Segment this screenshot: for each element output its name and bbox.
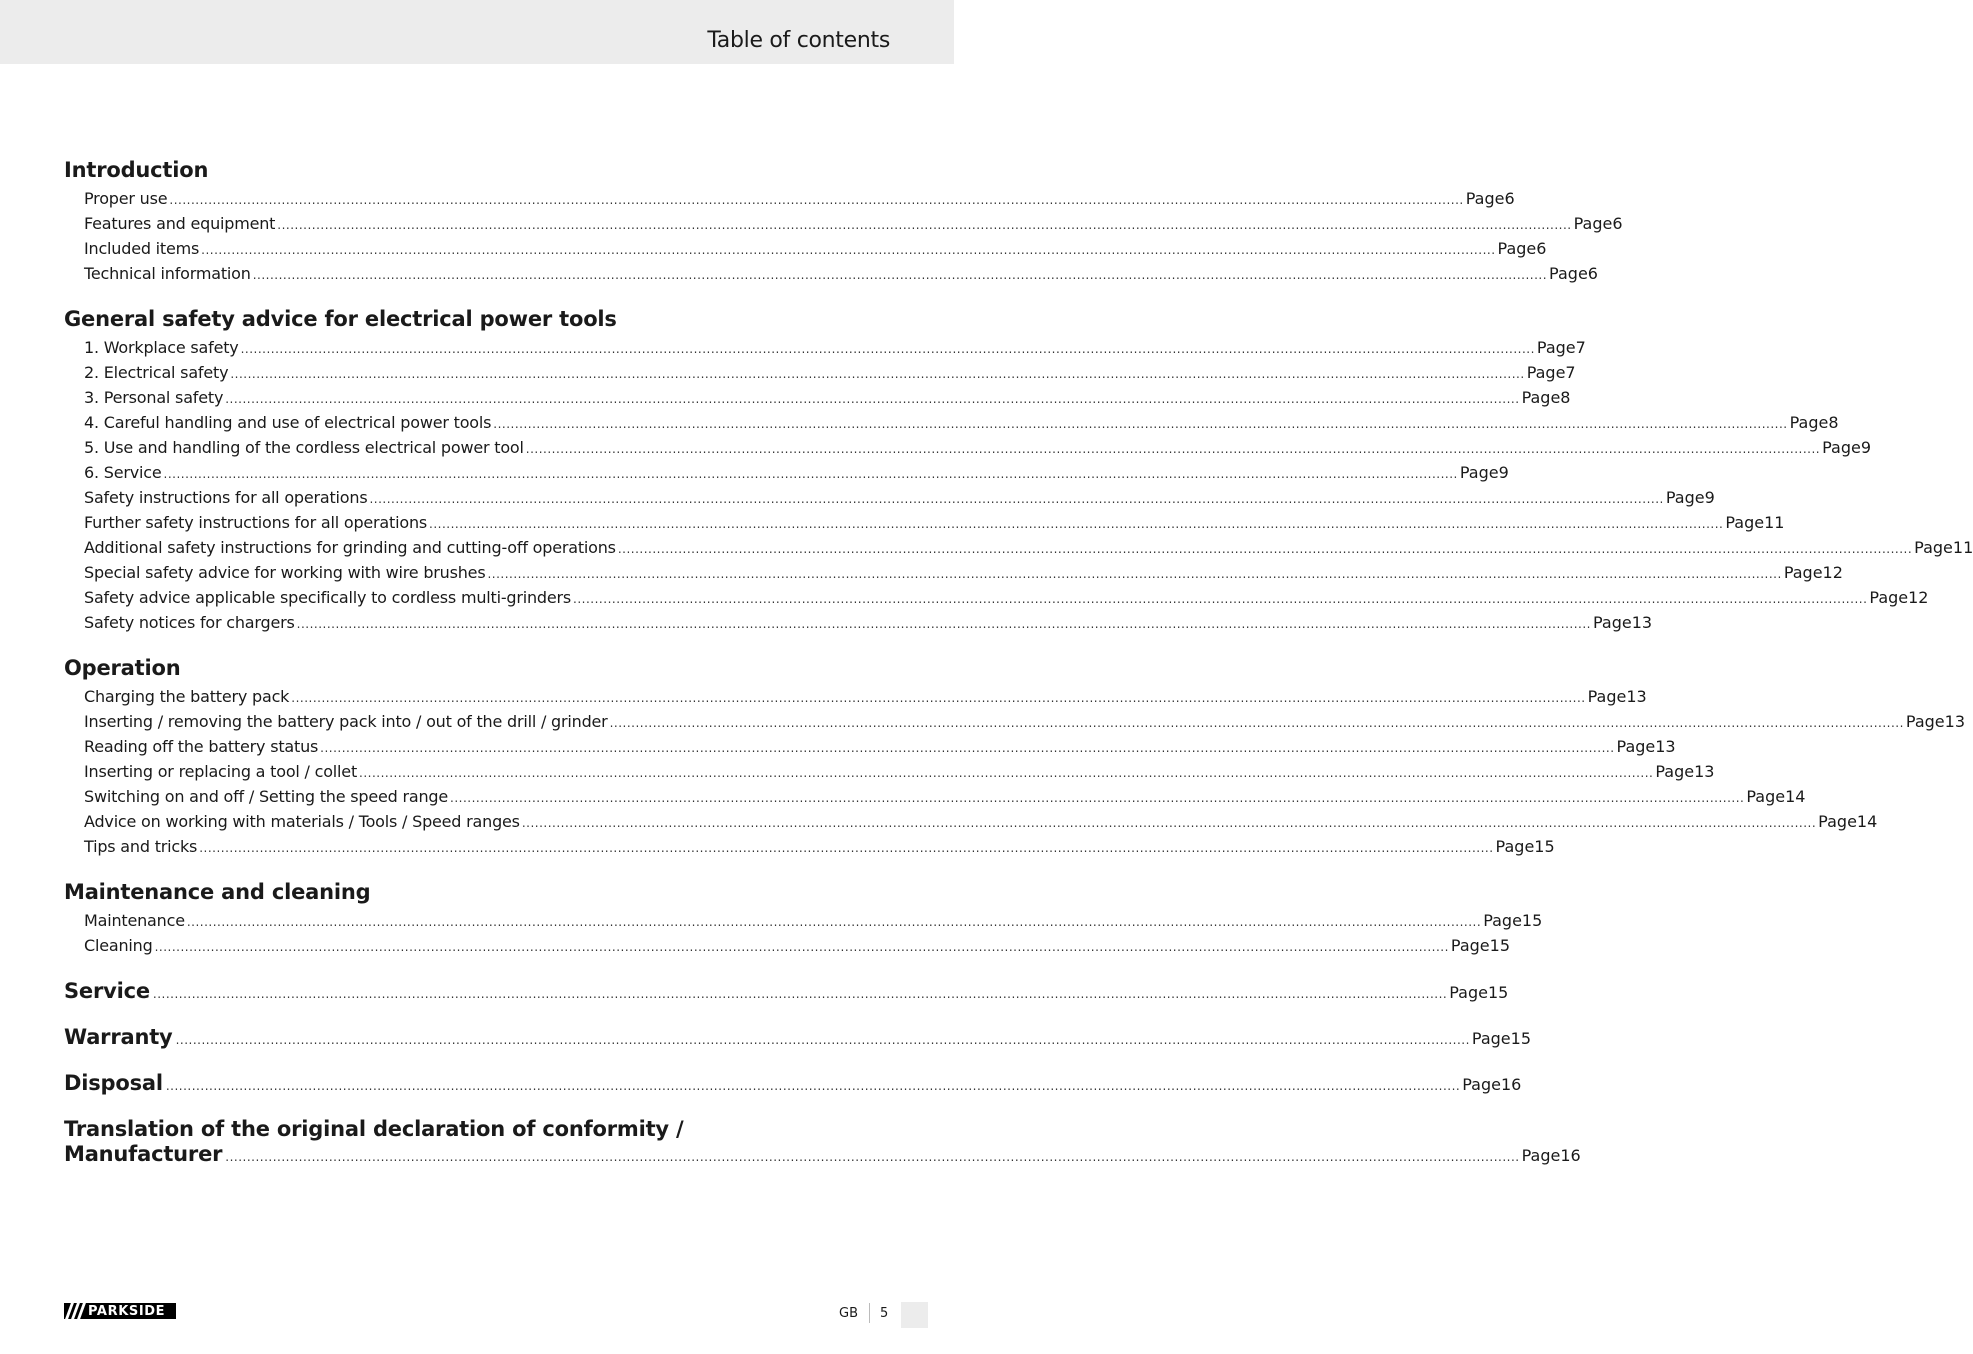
page-word: Page <box>1746 787 1786 806</box>
language-code: GB <box>839 1306 858 1321</box>
page-word: Page <box>1471 1029 1511 1048</box>
page-number: 15 <box>1487 983 1509 1002</box>
page-word: Page <box>1497 239 1537 258</box>
toc-entry[interactable] <box>64 1025 1531 1050</box>
parkside-logo <box>64 1303 176 1319</box>
dot-leader: ............................................................................................................................................................................................................................................................................................................ <box>296 617 1591 631</box>
dot-leader: ............................................................................................................................................................................................................................................................................................................ <box>154 940 1449 954</box>
toc-entry[interactable] <box>64 585 1929 610</box>
entry-label: Safety advice applicable specifically to cordless multi-grinders <box>84 588 572 607</box>
page-word: Page <box>1587 687 1627 706</box>
dot-leader: ............................................................................................................................................................................................................................................................................................................ <box>617 542 1913 556</box>
toc-entry[interactable] <box>64 809 1878 834</box>
dot-leader: ............................................................................................................................................................................................................................................................................................................ <box>450 791 1745 805</box>
page-word: Page <box>1495 837 1535 856</box>
section-heading[interactable]: General safety advice for electrical power tools <box>64 307 617 331</box>
dot-leader: ............................................................................................................................................................................................................................................................................................................ <box>525 442 1821 456</box>
page-number: 15 <box>1510 1029 1531 1048</box>
section-heading: Warranty <box>64 1025 173 1049</box>
page-word: Page <box>1616 737 1656 756</box>
page-word: Page <box>1526 363 1566 382</box>
toc-section-service <box>64 979 1509 1004</box>
entry-label: 6. Service <box>84 463 162 482</box>
page-number: 15 <box>1489 936 1510 955</box>
section-heading[interactable]: Introduction <box>64 158 209 182</box>
toc-entry[interactable] <box>64 535 1973 560</box>
page-number: 12 <box>1908 588 1929 607</box>
toc-section-general-safety <box>64 307 1973 635</box>
toc-entry[interactable] <box>64 684 1647 709</box>
dot-leader: ............................................................................................................................................................................................................................................................................................................ <box>225 1150 1520 1164</box>
toc-section-warranty <box>64 1025 1531 1050</box>
page-number: 13 <box>1626 687 1647 706</box>
toc-entry[interactable] <box>64 933 1510 958</box>
page-word: Page <box>1521 1146 1561 1165</box>
page-word: Page <box>1450 936 1490 955</box>
dot-leader: ............................................................................................................................................................................................................................................................................................................ <box>320 741 1615 755</box>
dot-leader: ............................................................................................................................................................................................................................................................................................................ <box>609 716 1904 730</box>
entry-label: Cleaning <box>84 936 153 955</box>
toc-entry[interactable] <box>64 335 1586 360</box>
page-word: Page <box>1592 613 1632 632</box>
dot-leader: ............................................................................................................................................................................................................................................................................................................ <box>230 367 1525 381</box>
page-word: Page <box>1465 189 1505 208</box>
dot-leader: ............................................................................................................................................................................................................................................................................................................ <box>169 193 1464 207</box>
toc-section-maintenance <box>64 880 1543 958</box>
dot-leader: ............................................................................................................................................................................................................................................................................................................ <box>359 766 1654 780</box>
page-word: Page <box>1665 488 1705 507</box>
toc-entry[interactable] <box>64 1142 1581 1167</box>
entry-label: 2. Electrical safety <box>84 363 229 382</box>
toc-entry[interactable] <box>64 759 1715 784</box>
toc-entry[interactable] <box>64 784 1806 809</box>
page-word: Page <box>1789 413 1829 432</box>
dot-leader: ............................................................................................................................................................................................................................................................................................................ <box>493 417 1788 431</box>
toc-entry[interactable] <box>64 460 1509 485</box>
page-title: Table of contents <box>707 28 890 53</box>
entry-label: 1. Workplace safety <box>84 338 239 357</box>
dot-leader: ............................................................................................................................................................................................................................................................................................................ <box>240 342 1535 356</box>
toc-entry[interactable] <box>64 211 1623 236</box>
page-number: 6 <box>1587 264 1598 283</box>
entry-label: Special safety advice for working with wire brushes <box>84 563 486 582</box>
page-word: Page <box>1905 712 1945 731</box>
page-number: 13 <box>1631 613 1653 632</box>
entry-label: Safety notices for chargers <box>84 613 295 632</box>
page-number: 7 <box>1565 363 1576 382</box>
dot-leader: ............................................................................................................................................................................................................................................................................................................ <box>201 243 1496 257</box>
footer-divider <box>869 1303 870 1323</box>
toc-section-declaration <box>64 1117 1581 1167</box>
table-of-contents <box>64 158 1973 1188</box>
page-number: 9 <box>1498 463 1509 482</box>
toc-entry[interactable] <box>64 360 1576 385</box>
page-word: Page <box>1536 338 1576 357</box>
page-number: 6 <box>1536 239 1547 258</box>
toc-entry[interactable] <box>64 236 1547 261</box>
logo-stripes-icon <box>64 1303 86 1319</box>
page-number: 15 <box>1521 911 1543 930</box>
dot-leader: ............................................................................................................................................................................................................................................................................................................ <box>521 816 1817 830</box>
page-word: Page <box>1449 983 1488 1002</box>
entry-label: Additional safety instructions for grinding and cutting-off operations <box>84 538 616 557</box>
section-heading[interactable]: Operation <box>64 656 181 680</box>
toc-entry[interactable] <box>64 908 1543 933</box>
toc-entry[interactable] <box>64 485 1715 510</box>
entry-label: Further safety instructions for all operations <box>84 513 428 532</box>
page-number: 15 <box>1534 837 1555 856</box>
entry-label: Advice on working with materials / Tools / Speed ranges <box>84 812 520 831</box>
entry-label: Tips and tricks <box>84 837 198 856</box>
entry-label: Included items <box>84 239 200 258</box>
entry-label: Reading off the battery status <box>84 737 319 756</box>
toc-entry[interactable] <box>64 186 1515 211</box>
dot-leader: ............................................................................................................................................................................................................................................................................................................ <box>429 517 1724 531</box>
page-word: Page <box>1462 1075 1501 1094</box>
page-word: Page <box>1783 563 1823 582</box>
dot-leader: ............................................................................................................................................................................................................................................................................................................ <box>252 268 1548 282</box>
page-number: 7 <box>1575 338 1586 357</box>
page-number: 16 <box>1560 1146 1581 1165</box>
logo-text: PARKSIDE <box>88 1303 166 1319</box>
dot-leader: ............................................................................................................................................................................................................................................................................................................ <box>175 1033 1470 1047</box>
entry-label: Inserting / removing the battery pack into / out of the drill / grinder <box>84 712 608 731</box>
page-number: 11 <box>1764 513 1785 532</box>
page-number: 8 <box>1828 413 1839 432</box>
page-number: 16 <box>1500 1075 1522 1094</box>
footer-tab <box>901 1302 928 1328</box>
toc-entry[interactable] <box>64 435 1872 460</box>
dot-leader: ............................................................................................................................................................................................................................................................................................................ <box>573 592 1868 606</box>
entry-label: 5. Use and handling of the cordless electrical power tool <box>84 438 524 457</box>
page-word: Page <box>1459 463 1499 482</box>
page-number: 13 <box>1655 737 1676 756</box>
dot-leader: ............................................................................................................................................................................................................................................................................................................ <box>291 691 1586 705</box>
dot-leader: ............................................................................................................................................................................................................................................................................................................ <box>277 218 1572 232</box>
dot-leader: ............................................................................................................................................................................................................................................................................................................ <box>163 467 1458 481</box>
section-heading-continued: Manufacturer <box>64 1142 223 1166</box>
page-number: 6 <box>1612 214 1623 233</box>
section-heading[interactable]: Maintenance and cleaning <box>64 880 371 904</box>
entry-label: Charging the battery pack <box>84 687 290 706</box>
entry-label: Safety instructions for all operations <box>84 488 368 507</box>
dot-leader: ............................................................................................................................................................................................................................................................................................................ <box>225 392 1520 406</box>
entry-label: Proper use <box>84 189 168 208</box>
page-number: 8 <box>1560 388 1571 407</box>
page-word: Page <box>1818 812 1857 831</box>
toc-entry[interactable] <box>64 510 1785 535</box>
dot-leader: ............................................................................................................................................................................................................................................................................................................ <box>487 567 1782 581</box>
section-heading: Disposal <box>64 1071 163 1095</box>
dot-leader: ............................................................................................................................................................................................................................................................................................................ <box>186 915 1482 929</box>
entry-label: Inserting or replacing a tool / collet <box>84 762 358 781</box>
page-number: 14 <box>1856 812 1878 831</box>
entry-label: 3. Personal safety <box>84 388 224 407</box>
dot-leader: ............................................................................................................................................................................................................................................................................................................ <box>152 987 1448 1001</box>
page-number: 11 <box>1952 538 1973 557</box>
page-word: Page <box>1549 264 1588 283</box>
toc-entry[interactable] <box>64 410 1839 435</box>
entry-label: Technical information <box>84 264 251 283</box>
page-number: 6 <box>1504 189 1515 208</box>
toc-section-disposal <box>64 1071 1522 1096</box>
toc-entry[interactable] <box>64 560 1843 585</box>
toc-entry[interactable] <box>64 610 1653 635</box>
page-number: 14 <box>1785 787 1806 806</box>
toc-entry[interactable] <box>64 709 1965 734</box>
section-heading[interactable]: Translation of the original declaration of conformity / <box>64 1117 684 1141</box>
page-number: 9 <box>1704 488 1715 507</box>
page-number: 13 <box>1944 712 1965 731</box>
entry-label: Features and equipment <box>84 214 276 233</box>
toc-entry[interactable] <box>64 734 1676 759</box>
page-word: Page <box>1914 538 1953 557</box>
page-number: 13 <box>1694 762 1715 781</box>
toc-entry[interactable] <box>64 834 1555 859</box>
page-number: 9 <box>1860 438 1872 457</box>
entry-label: 4. Careful handling and use of electrical power tools <box>84 413 492 432</box>
toc-entry[interactable] <box>64 1071 1522 1096</box>
toc-entry[interactable] <box>64 261 1598 286</box>
page-word: Page <box>1483 911 1522 930</box>
page-number-footer: 5 <box>880 1306 889 1321</box>
toc-section-operation <box>64 656 1965 859</box>
page-word: Page <box>1725 513 1765 532</box>
dot-leader: ............................................................................................................................................................................................................................................................................................................ <box>199 841 1494 855</box>
page-word: Page <box>1869 588 1909 607</box>
page-word: Page <box>1822 438 1861 457</box>
toc-section-introduction <box>64 158 1623 286</box>
section-heading: Service <box>64 979 150 1003</box>
toc-entry[interactable] <box>64 385 1571 410</box>
dot-leader: ............................................................................................................................................................................................................................................................................................................ <box>165 1079 1461 1093</box>
toc-entry[interactable] <box>64 979 1509 1004</box>
page-word: Page <box>1521 388 1561 407</box>
page-word: Page <box>1573 214 1613 233</box>
entry-label: Switching on and off / Setting the speed range <box>84 787 449 806</box>
dot-leader: ............................................................................................................................................................................................................................................................................................................ <box>369 492 1664 506</box>
entry-label: Maintenance <box>84 911 185 930</box>
page-number: 12 <box>1822 563 1843 582</box>
page-word: Page <box>1655 762 1695 781</box>
